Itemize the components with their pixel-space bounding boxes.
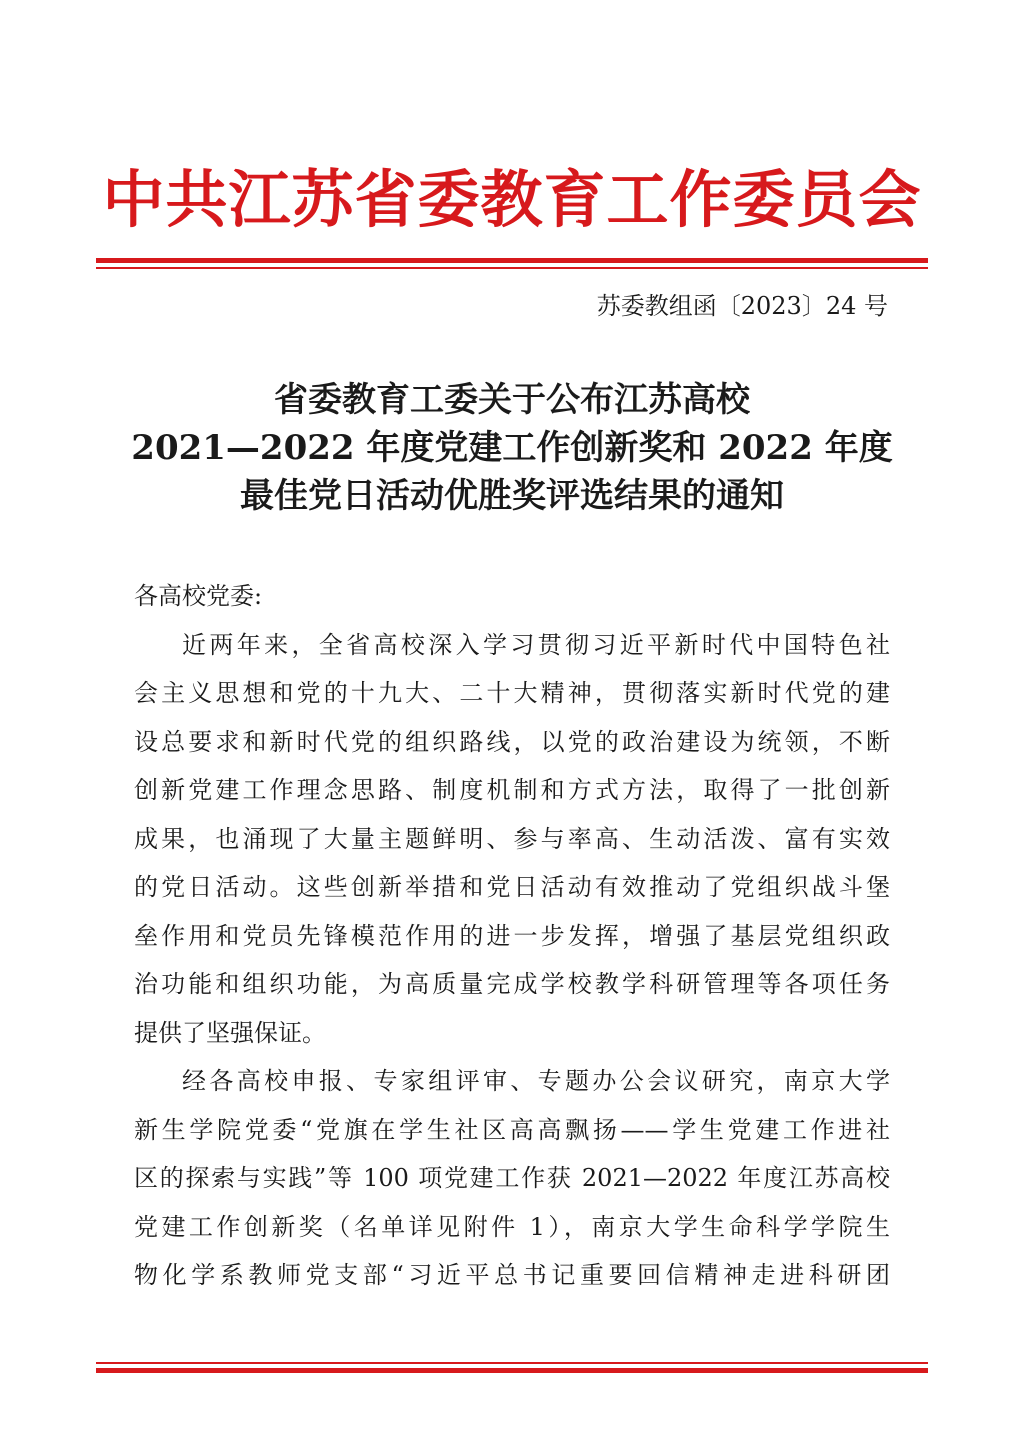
organization-header: 中共江苏省委教育工作委员会 — [102, 163, 922, 236]
paragraph-line: 设总要求和新时代党的组织路线，以党的政治建设为统领，不断 — [134, 727, 890, 756]
document-number: 苏委教组函〔2023〕24 号 — [596, 292, 888, 320]
paragraph-line: 的党日活动。这些创新举措和党日活动有效推动了党组织战斗堡 — [134, 873, 890, 901]
paragraph-line: 区的探索与实践”等 100 项党建工作获 2021—2022 年度江苏高校 — [134, 1164, 890, 1192]
paragraph-1 — [134, 621, 890, 1058]
title-line: 最佳党日活动优胜奖评选结果的通知 — [240, 476, 784, 516]
document-body — [134, 572, 890, 1300]
footer-rule-thick — [96, 1368, 928, 1373]
paragraph-line: 会主义思想和党的十九大、二十大精神，贯彻落实新时代党的建 — [134, 679, 890, 707]
paragraph-2 — [134, 1057, 890, 1300]
paragraph-line: 成果，也涌现了大量主题鲜明、参与率高、生动活泼、富有实效 — [134, 824, 890, 853]
paragraph-line: 提供了坚强保证。 — [134, 1018, 326, 1047]
header-rule-thick — [96, 258, 928, 263]
header-rule-thin — [96, 267, 928, 269]
paragraph-line: 党建工作创新奖（名单详见附件 1），南京大学生命科学学院生 — [134, 1212, 890, 1241]
paragraph-line: 近两年来，全省高校深入学习贯彻习近平新时代中国特色社 — [182, 630, 890, 659]
salutation: 各高校党委: — [134, 582, 263, 610]
paragraph-line: 新生学院党委“党旗在学生社区高高飘扬——学生党建工作进社 — [134, 1115, 890, 1144]
paragraph-line: 物化学系教师党支部“习近平总书记重要回信精神走进科研团 — [134, 1261, 890, 1289]
paragraph-line: 创新党建工作理念思路、制度机制和方式方法，取得了一批创新 — [134, 776, 890, 804]
footer-rule-thin — [96, 1362, 928, 1364]
document-title — [96, 376, 928, 520]
title-line: 省委教育工委关于公布江苏高校 — [274, 380, 750, 420]
title-line: 2021—2022 年度党建工作创新奖和 2022 年度 — [131, 428, 893, 468]
paragraph-line: 经各高校申报、专家组评审、专题办公会议研究，南京大学 — [182, 1067, 890, 1095]
paragraph-line: 治功能和组织功能，为高质量完成学校教学科研管理等各项任务 — [134, 970, 890, 998]
paragraph-line: 垒作用和党员先锋模范作用的进一步发挥，增强了基层党组织政 — [134, 921, 890, 950]
